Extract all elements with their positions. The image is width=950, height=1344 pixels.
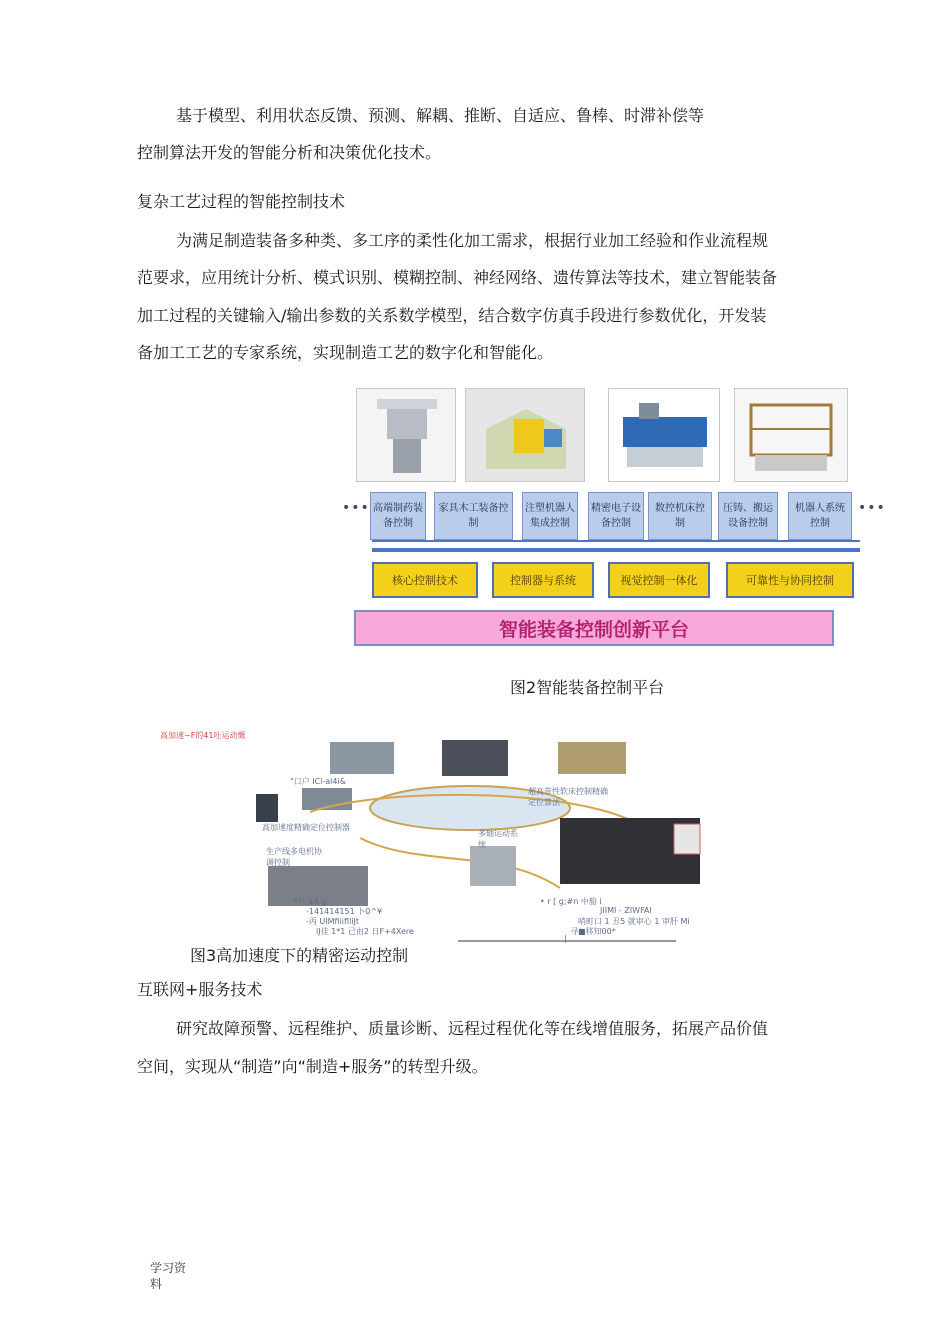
bus-line [372, 548, 860, 552]
fig3-label-g: -141414151 卜0^¥ [306, 907, 383, 916]
p3-line2: 空间，实现从“制造”向“制造+服务”的转型升级。 [137, 1057, 488, 1076]
tech-box: 视觉控制一体化 [608, 562, 710, 598]
equipment-photo [465, 388, 585, 482]
fig3-label-m: 寻■移知00* [570, 927, 616, 936]
fig3-label-a: "口户 ICl-al4i& [290, 777, 346, 786]
p2-line2: 范要求，应用统计分析、模式识别、模糊控制、神经网络、遗传算法等技术，建立智能装备 [137, 268, 778, 287]
fig3-label-f: *八 £4.g [294, 897, 327, 906]
heading-intelligent-control: 复杂工艺过程的智能控制技术 [137, 192, 346, 211]
equipment-label: 精密电子设备控制 [588, 492, 644, 540]
heading-internet-service: 互联网+服务技术 [137, 980, 263, 999]
fig3-label-j: • r [ g;#n 中船 i [540, 897, 602, 906]
figure-3-diagram [160, 728, 720, 944]
red-label: 高加速~F的41吐运动慨 [160, 731, 246, 740]
footer-line1: 学习资 [150, 1261, 187, 1275]
equipment-label: 机器人系统控制 [788, 492, 852, 540]
equipment-label: 压铸、搬运设备控制 [718, 492, 778, 540]
platform-box: 智能装备控制创新平台 [354, 610, 834, 646]
equipment-label: 高端制药装备控制 [370, 492, 426, 540]
figure-2-caption: 图2智能装备控制平台 [510, 678, 665, 697]
equipment-label: 注塑机器人集成控制 [522, 492, 578, 540]
figure-3-caption: 图3高加速度下的精密运动控制 [190, 946, 409, 965]
ellipsis-right: ••• [858, 500, 886, 516]
fig3-label-b: 高加速度精确定位控制器 [262, 823, 350, 832]
fig3-label-h: -丙 UIMfiiiflliJt [306, 917, 360, 926]
tech-box: 核心控制技术 [372, 562, 478, 598]
p1-line1: 基于模型、利用状态反馈、预测、解耦、推断、自适应、鲁棒、时滞补偿等 [176, 106, 705, 125]
p3-line1: 研究故障预警、远程维护、质量诊断、远程过程优化等在线增值服务，拓展产品价值 [176, 1019, 769, 1038]
equipment-label: 数控机床控制 [648, 492, 712, 540]
tech-box: 可靠性与协同控制 [726, 562, 854, 598]
equipment-photo [608, 388, 720, 482]
equipment-photo [734, 388, 848, 482]
fig3-label-k: JIIMI - ZIWFAI [600, 906, 652, 915]
ellipsis-left: ••• [342, 500, 370, 516]
tech-box: 控制器与系统 [492, 562, 594, 598]
fig3-label-n: | [564, 934, 567, 943]
fig3-label-i: lJ佳 1*1 已由2 日F+4Xere [316, 927, 414, 936]
footer-line2: 料 [150, 1277, 163, 1291]
p2-line1: 为满足制造装备多种类、多工序的柔性化加工需求，根据行业加工经验和作业流程规 [176, 231, 769, 250]
fig3-label-c: 超高带性软床控制精确定位算法 [528, 787, 608, 807]
p2-line4: 备加工工艺的专家系统，实现制造工艺的数字化和智能化。 [137, 343, 554, 362]
fig3-label-e: 多轴运动系统 [478, 829, 518, 849]
p1-line2: 控制算法开发的智能分析和决策优化技术。 [137, 143, 442, 162]
equipment-label: 家具木工装备控制 [434, 492, 513, 540]
footer-note [150, 1260, 186, 1292]
fig3-label-l: 哨町口 1 丑5 就审心 1 审肝 Mi [578, 917, 690, 926]
equipment-photo [356, 388, 456, 482]
bus-line [372, 540, 860, 542]
fig3-label-d: 生产线多电机协调控制 [266, 847, 322, 867]
figure-2-diagram [342, 388, 886, 648]
p2-line3: 加工过程的关键输入/输出参数的关系数学模型，结合数字仿真手段进行参数优化，开发装 [137, 306, 767, 325]
